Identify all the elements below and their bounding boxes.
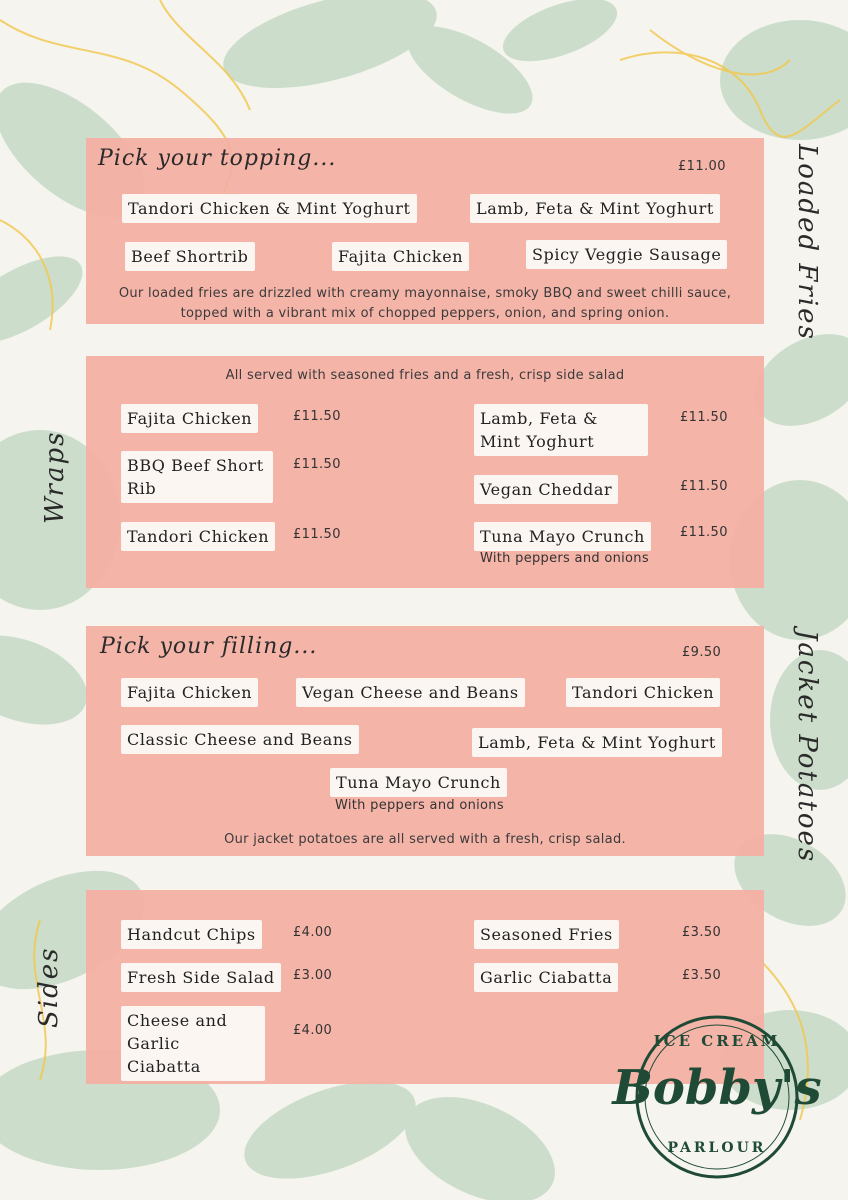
side-fresh-salad[interactable]: Fresh Side Salad — [121, 963, 281, 992]
logo-bottom-text: PARLOUR — [667, 1140, 767, 1156]
wrap-tuna-mayo-crunch-price: £11.50 — [680, 525, 728, 540]
wrap-lamb-feta-price: £11.50 — [680, 410, 728, 425]
loaded-fries-heading: Pick your topping... — [98, 146, 337, 171]
jacket-potatoes-price: £9.50 — [682, 645, 722, 660]
filling-tuna-mayo-crunch[interactable]: Tuna Mayo Crunch — [330, 768, 507, 797]
side-handcut-chips-price: £4.00 — [293, 925, 333, 940]
filling-vegan-cheese-beans[interactable]: Vegan Cheese and Beans — [296, 678, 525, 707]
side-seasoned-fries[interactable]: Seasoned Fries — [474, 920, 619, 949]
side-garlic-ciabatta[interactable]: Garlic Ciabatta — [474, 963, 618, 992]
wrap-bbq-beef-short-rib-price: £11.50 — [293, 457, 341, 472]
topping-beef-shortrib[interactable]: Beef Shortrib — [125, 242, 255, 271]
filling-tuna-sub: With peppers and onions — [335, 798, 504, 813]
topping-fajita-chicken[interactable]: Fajita Chicken — [332, 242, 469, 271]
topping-spicy-veggie-sausage[interactable]: Spicy Veggie Sausage — [526, 240, 727, 269]
side-cheese-garlic-ciabatta[interactable]: Cheese and Garlic Ciabatta — [121, 1006, 265, 1081]
wrap-lamb-feta[interactable]: Lamb, Feta & Mint Yoghurt — [474, 404, 648, 456]
wraps-intro: All served with seasoned fries and a fresh, crisp side salad — [225, 368, 625, 383]
wrap-vegan-cheddar[interactable]: Vegan Cheddar — [474, 475, 618, 504]
jacket-potatoes-note: Our jacket potatoes are all served with a fresh, crisp salad. — [224, 832, 626, 847]
wrap-tandori-chicken[interactable]: Tandori Chicken — [121, 522, 275, 551]
loaded-fries-price: £11.00 — [678, 159, 726, 174]
logo-name: Bobby's — [612, 1060, 822, 1116]
wrap-tuna-sub: With peppers and onions — [480, 551, 649, 566]
wrap-tuna-mayo-crunch[interactable]: Tuna Mayo Crunch — [474, 522, 651, 551]
wrap-tandori-chicken-price: £11.50 — [293, 527, 341, 542]
wrap-vegan-cheddar-price: £11.50 — [680, 479, 728, 494]
topping-tandori-chicken[interactable]: Tandori Chicken & Mint Yoghurt — [122, 194, 417, 223]
wrap-fajita-chicken[interactable]: Fajita Chicken — [121, 404, 258, 433]
filling-classic-cheese-beans[interactable]: Classic Cheese and Beans — [121, 725, 359, 754]
side-seasoned-fries-price: £3.50 — [682, 925, 722, 940]
side-handcut-chips[interactable]: Handcut Chips — [121, 920, 262, 949]
wrap-bbq-beef-short-rib[interactable]: BBQ Beef Short Rib — [121, 451, 273, 503]
topping-lamb-feta[interactable]: Lamb, Feta & Mint Yoghurt — [470, 194, 720, 223]
side-fresh-salad-price: £3.00 — [293, 968, 333, 983]
jacket-potatoes-side-label: Jacket Potatoes — [792, 630, 822, 864]
side-cheese-garlic-ciabatta-price: £4.00 — [293, 1023, 333, 1038]
filling-tandori-chicken[interactable]: Tandori Chicken — [566, 678, 720, 707]
side-garlic-ciabatta-price: £3.50 — [682, 968, 722, 983]
logo-top-text: ICE CREAM — [653, 1032, 781, 1050]
wraps-side-label: Wraps — [40, 430, 70, 524]
jacket-potatoes-heading: Pick your filling... — [100, 634, 318, 659]
filling-lamb-feta[interactable]: Lamb, Feta & Mint Yoghurt — [472, 728, 722, 757]
loaded-fries-side-label: Loaded Fries — [792, 144, 822, 341]
loaded-fries-note: Our loaded fries are drizzled with creamy mayonnaise, smoky BBQ and sweet chilli sauce, topped with a vibrant mix of chopped peppers, onion, and spring onion. — [118, 286, 732, 321]
filling-fajita-chicken[interactable]: Fajita Chicken — [121, 678, 258, 707]
sides-side-label: Sides — [34, 946, 64, 1028]
bobbys-logo — [604, 1012, 830, 1182]
wrap-fajita-chicken-price: £11.50 — [293, 409, 341, 424]
